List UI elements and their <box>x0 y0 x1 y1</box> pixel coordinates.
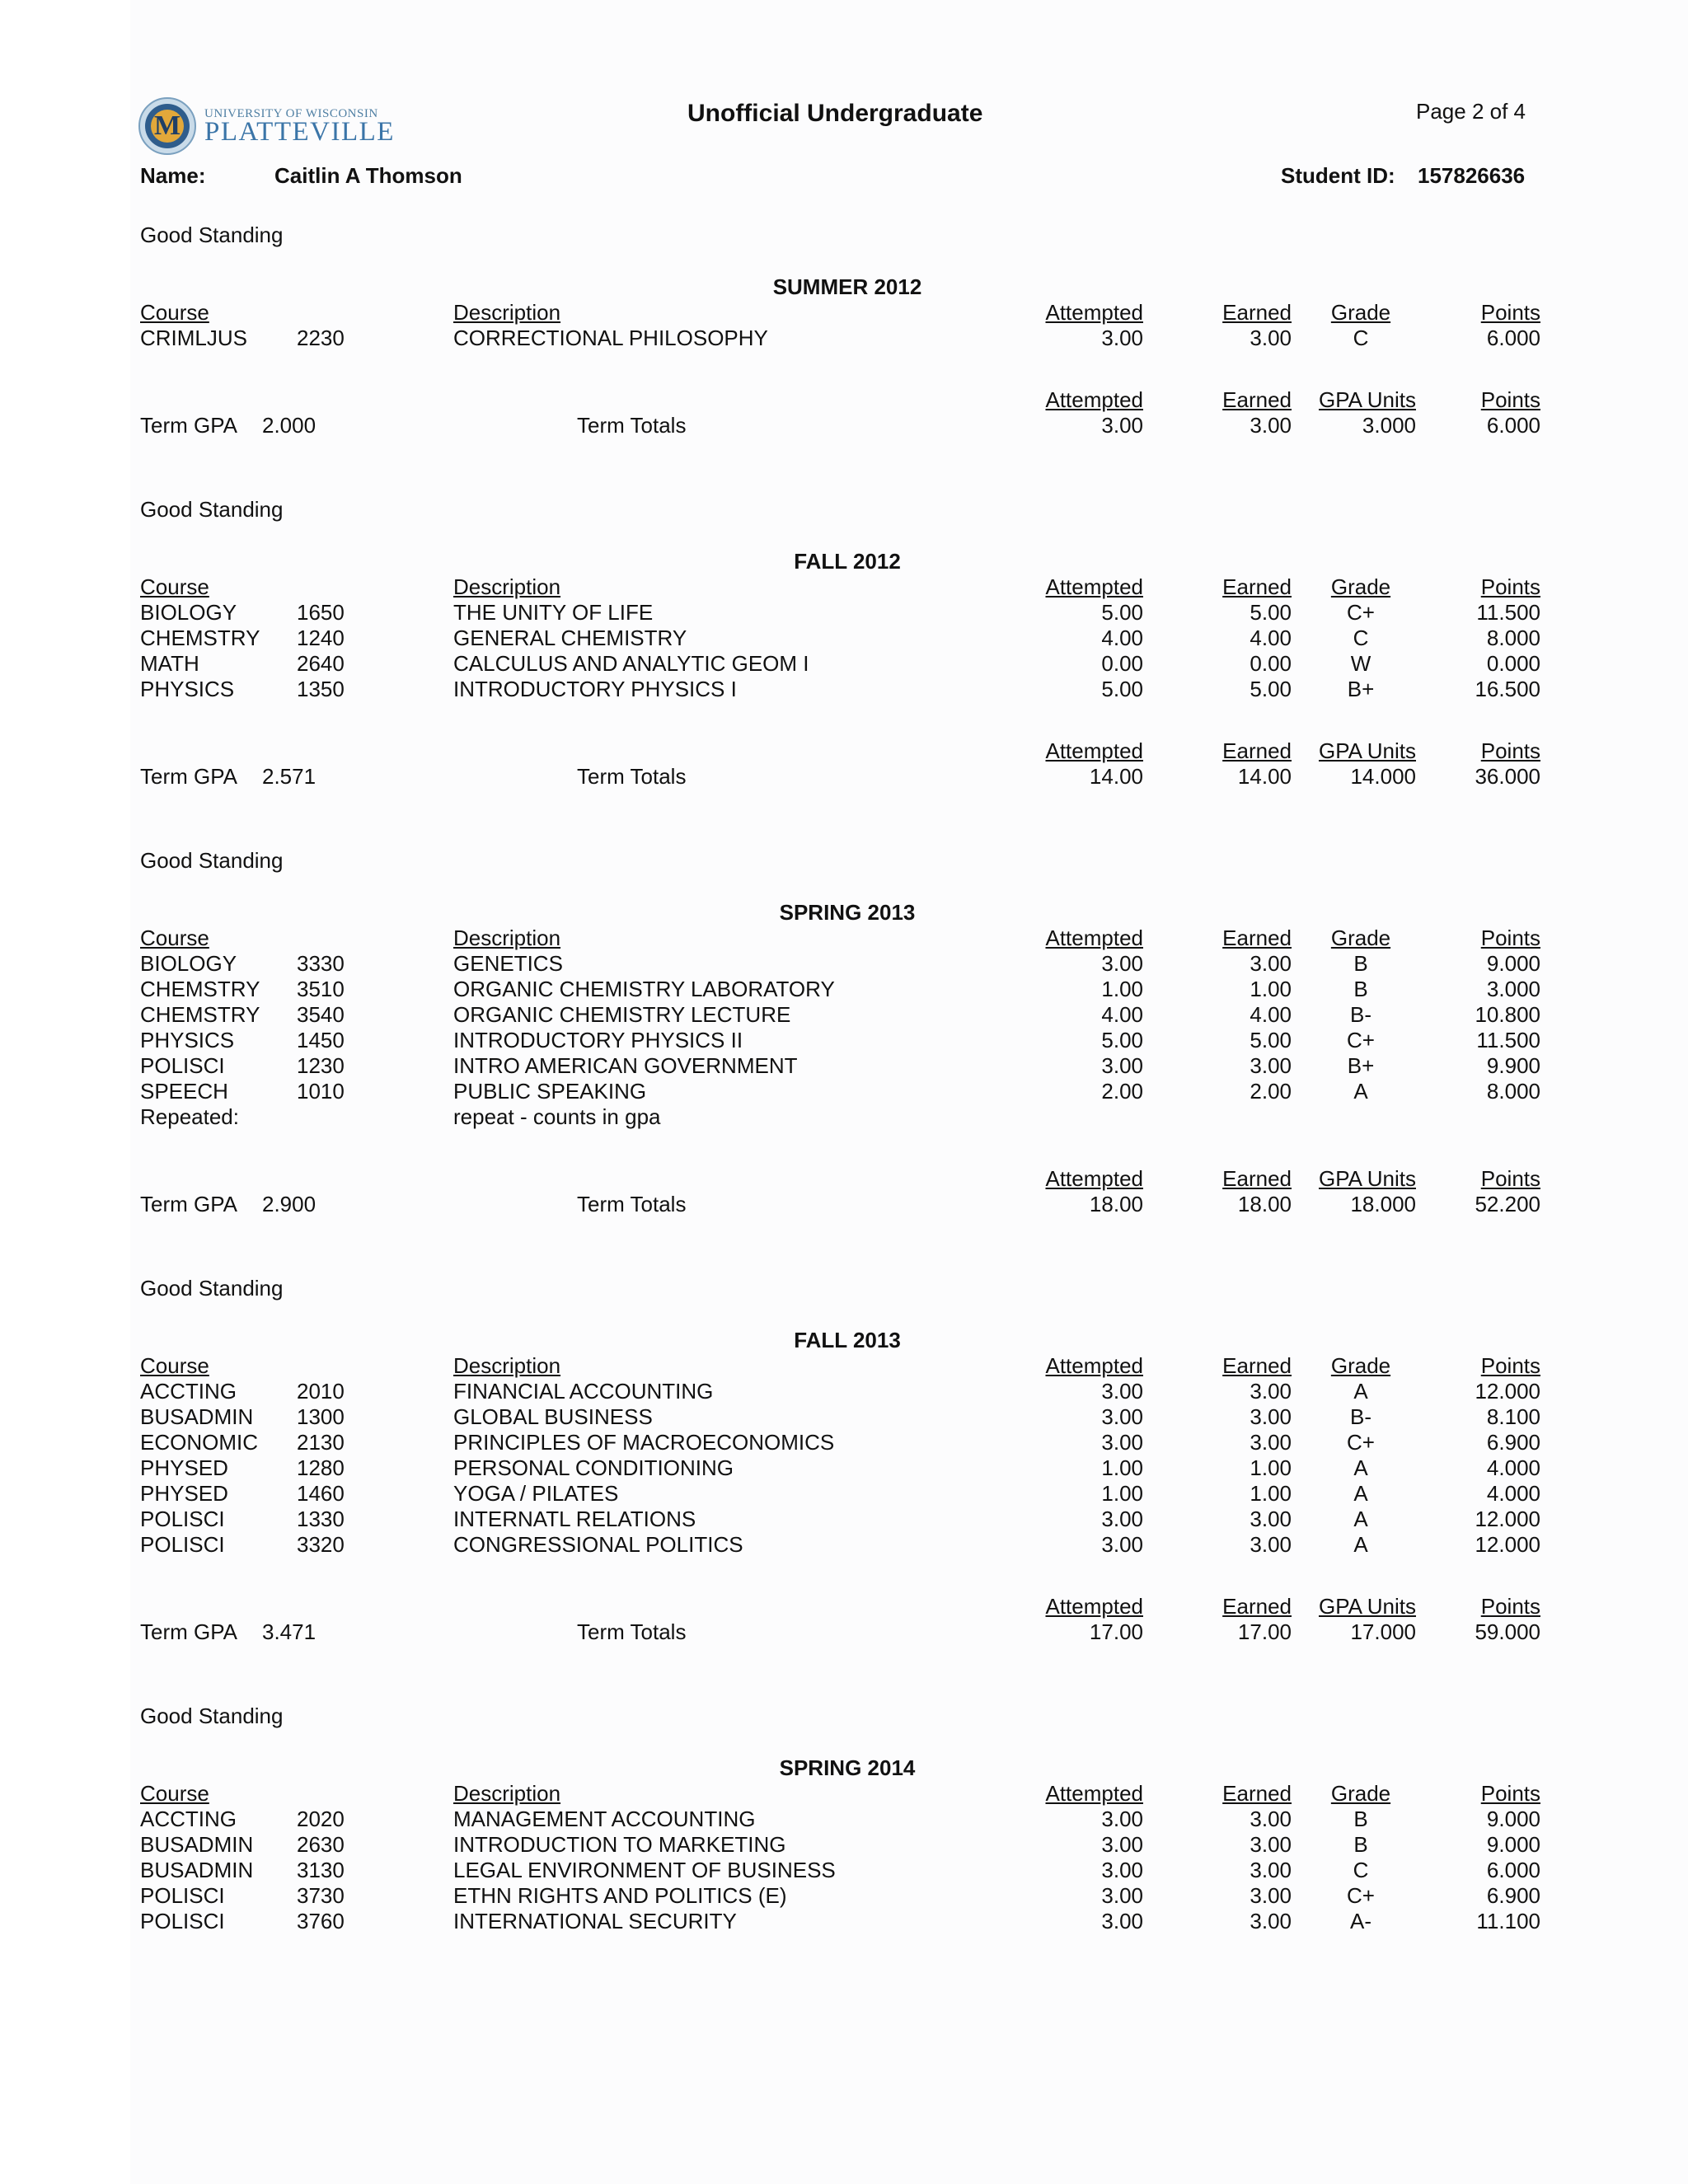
column-header-grade: Grade <box>1330 574 1391 599</box>
course-earned: 3.00 <box>1250 1507 1292 1531</box>
course-points: 12.000 <box>1475 1532 1540 1557</box>
term-gpa-value: 3.471 <box>262 1619 316 1644</box>
course-number: 3510 <box>297 977 345 1001</box>
course-subject: BUSADMIN <box>140 1404 254 1429</box>
course-grade: B <box>1353 977 1368 1001</box>
course-subject: BIOLOGY <box>140 951 237 976</box>
course-attempted: 5.00 <box>1101 600 1143 625</box>
course-number: 1450 <box>297 1028 345 1052</box>
course-description: CORRECTIONAL PHILOSOPHY <box>453 326 768 350</box>
course-earned: 1.00 <box>1250 1481 1292 1506</box>
course-number: 1010 <box>297 1079 345 1104</box>
name-label: Name: <box>140 163 206 188</box>
course-attempted: 3.00 <box>1101 1507 1143 1531</box>
course-points: 12.000 <box>1475 1379 1540 1404</box>
total-gpa-units: 17.000 <box>1350 1619 1416 1644</box>
course-attempted: 3.00 <box>1101 1053 1143 1078</box>
course-grade: B- <box>1350 1002 1372 1027</box>
totals-header-earned: Earned <box>1222 1166 1292 1191</box>
totals-header-attempted: Attempted <box>1045 1594 1143 1619</box>
course-points: 8.000 <box>1486 626 1540 650</box>
course-grade: B <box>1353 951 1368 976</box>
term-gpa-value: 2.571 <box>262 764 316 789</box>
course-attempted: 3.00 <box>1101 1404 1143 1429</box>
course-earned: 2.00 <box>1250 1079 1292 1104</box>
logo-letter: M <box>153 110 181 141</box>
course-earned: 3.00 <box>1250 1807 1292 1831</box>
course-description: ETHN RIGHTS AND POLITICS (E) <box>453 1883 787 1908</box>
course-description: GENERAL CHEMISTRY <box>453 626 687 650</box>
course-attempted: 2.00 <box>1101 1079 1143 1104</box>
term-title: FALL 2012 <box>794 549 901 574</box>
university-logo <box>137 97 395 155</box>
total-points: 6.000 <box>1486 413 1540 438</box>
term-totals-label: Term Totals <box>577 413 687 438</box>
course-points: 10.800 <box>1475 1002 1540 1027</box>
totals-header-earned: Earned <box>1222 387 1292 412</box>
course-attempted: 0.00 <box>1101 651 1143 676</box>
course-attempted: 1.00 <box>1101 977 1143 1001</box>
course-number: 3330 <box>297 951 345 976</box>
term-title: SUMMER 2012 <box>772 274 922 299</box>
course-description: ORGANIC CHEMISTRY LECTURE <box>453 1002 791 1027</box>
totals-header-points: Points <box>1480 387 1540 412</box>
course-description: INTRODUCTORY PHYSICS II <box>453 1028 743 1052</box>
course-number: 2640 <box>297 651 345 676</box>
column-header-course: Course <box>140 1353 209 1378</box>
course-description: ORGANIC CHEMISTRY LABORATORY <box>453 977 835 1001</box>
course-attempted: 4.00 <box>1101 626 1143 650</box>
repeated-note: repeat - counts in gpa <box>453 1104 661 1129</box>
term-gpa-label: Term GPA <box>140 764 237 789</box>
column-header-description: Description <box>453 1353 561 1378</box>
course-description: THE UNITY OF LIFE <box>453 600 654 625</box>
course-grade: B- <box>1350 1404 1372 1429</box>
course-grade: C <box>1353 1858 1369 1882</box>
course-points: 12.000 <box>1475 1507 1540 1531</box>
total-earned: 18.00 <box>1237 1192 1292 1216</box>
total-gpa-units: 18.000 <box>1350 1192 1416 1216</box>
column-header-attempted: Attempted <box>1045 1781 1143 1806</box>
totals-header-points: Points <box>1480 1594 1540 1619</box>
course-points: 6.000 <box>1486 326 1540 350</box>
term-totals-label: Term Totals <box>577 764 687 789</box>
course-description: LEGAL ENVIRONMENT OF BUSINESS <box>453 1858 836 1882</box>
course-attempted: 3.00 <box>1101 1532 1143 1557</box>
course-points: 16.500 <box>1475 677 1540 701</box>
total-points: 36.000 <box>1475 764 1540 789</box>
student-id-label: Student ID: <box>1281 163 1395 188</box>
total-points: 52.200 <box>1475 1192 1540 1216</box>
course-number: 1280 <box>297 1455 345 1480</box>
totals-header-attempted: Attempted <box>1045 387 1143 412</box>
student-name: Caitlin A Thomson <box>274 163 462 188</box>
totals-header-points: Points <box>1480 738 1540 763</box>
column-header-points: Points <box>1480 926 1540 950</box>
document-title: Unofficial Undergraduate <box>687 100 983 127</box>
term-title: SPRING 2013 <box>779 900 916 925</box>
course-number: 3760 <box>297 1909 345 1933</box>
course-earned: 4.00 <box>1250 1002 1292 1027</box>
term-gpa-label: Term GPA <box>140 1192 237 1216</box>
course-points: 11.500 <box>1476 600 1540 625</box>
totals-header-gpa-units: GPA Units <box>1318 1166 1416 1191</box>
column-header-points: Points <box>1480 1781 1540 1806</box>
course-grade: C+ <box>1347 1883 1375 1908</box>
logo-university-text: UNIVERSITY OF WISCONSIN <box>204 107 378 120</box>
total-gpa-units: 3.000 <box>1362 413 1416 438</box>
totals-header-earned: Earned <box>1222 738 1292 763</box>
course-attempted: 5.00 <box>1101 1028 1143 1052</box>
column-header-course: Course <box>140 1781 209 1806</box>
course-number: 3320 <box>297 1532 345 1557</box>
course-attempted: 1.00 <box>1101 1481 1143 1506</box>
course-earned: 3.00 <box>1250 1430 1292 1455</box>
course-subject: CHEMSTRY <box>140 1002 260 1027</box>
course-subject: MATH <box>140 651 199 676</box>
course-number: 3130 <box>297 1858 345 1882</box>
term-gpa-label: Term GPA <box>140 413 237 438</box>
course-attempted: 3.00 <box>1101 1430 1143 1455</box>
term-title: FALL 2013 <box>794 1328 901 1352</box>
course-earned: 3.00 <box>1250 1909 1292 1933</box>
total-points: 59.000 <box>1475 1619 1540 1644</box>
column-header-description: Description <box>453 574 561 599</box>
column-header-grade: Grade <box>1330 926 1391 950</box>
total-attempted: 3.00 <box>1101 413 1143 438</box>
course-attempted: 3.00 <box>1101 951 1143 976</box>
course-subject: PHYSED <box>140 1481 228 1506</box>
course-points: 6.900 <box>1486 1430 1540 1455</box>
column-header-earned: Earned <box>1222 1781 1292 1806</box>
term-gpa-label: Term GPA <box>140 1619 237 1644</box>
column-header-course: Course <box>140 926 209 950</box>
course-points: 0.000 <box>1486 651 1540 676</box>
course-grade: A- <box>1350 1909 1372 1933</box>
course-description: YOGA / PILATES <box>453 1481 619 1506</box>
course-description: INTERNATL RELATIONS <box>453 1507 696 1531</box>
course-points: 6.000 <box>1486 1858 1540 1882</box>
course-subject: BUSADMIN <box>140 1858 254 1882</box>
column-header-points: Points <box>1480 1353 1540 1378</box>
course-attempted: 1.00 <box>1101 1455 1143 1480</box>
student-id: 157826636 <box>1418 163 1526 188</box>
column-header-course: Course <box>140 574 209 599</box>
page-number: Page 2 of 4 <box>1416 99 1526 124</box>
repeated-label: Repeated: <box>140 1104 239 1129</box>
course-points: 9.000 <box>1486 951 1540 976</box>
total-attempted: 18.00 <box>1089 1192 1143 1216</box>
course-earned: 1.00 <box>1250 977 1292 1001</box>
course-number: 1300 <box>297 1404 345 1429</box>
course-grade: C+ <box>1347 1028 1375 1052</box>
course-subject: ACCTING <box>140 1379 237 1404</box>
course-grade: C <box>1353 626 1369 650</box>
course-grade: A <box>1353 1079 1368 1104</box>
total-earned: 14.00 <box>1237 764 1292 789</box>
course-number: 1460 <box>297 1481 345 1506</box>
course-description: INTRODUCTORY PHYSICS I <box>453 677 737 701</box>
course-subject: BIOLOGY <box>140 600 237 625</box>
course-description: INTRODUCTION TO MARKETING <box>453 1832 786 1857</box>
course-earned: 3.00 <box>1250 1379 1292 1404</box>
course-points: 9.000 <box>1486 1807 1540 1831</box>
course-earned: 3.00 <box>1250 1858 1292 1882</box>
course-description: INTRO AMERICAN GOVERNMENT <box>453 1053 798 1078</box>
column-header-attempted: Attempted <box>1045 300 1143 325</box>
column-header-earned: Earned <box>1222 574 1292 599</box>
term-totals-label: Term Totals <box>577 1192 687 1216</box>
total-earned: 17.00 <box>1237 1619 1292 1644</box>
column-header-grade: Grade <box>1330 1353 1391 1378</box>
course-subject: PHYSICS <box>140 677 235 701</box>
course-earned: 0.00 <box>1250 651 1292 676</box>
course-earned: 3.00 <box>1250 1532 1292 1557</box>
course-number: 3730 <box>297 1883 345 1908</box>
totals-header-earned: Earned <box>1222 1594 1292 1619</box>
course-description: CALCULUS AND ANALYTIC GEOM I <box>453 651 809 676</box>
course-grade: B+ <box>1347 677 1375 701</box>
totals-header-gpa-units: GPA Units <box>1318 738 1416 763</box>
course-points: 11.500 <box>1476 1028 1540 1052</box>
course-number: 1650 <box>297 600 345 625</box>
course-grade: A <box>1353 1532 1368 1557</box>
column-header-attempted: Attempted <box>1045 926 1143 950</box>
course-grade: C+ <box>1347 600 1375 625</box>
column-header-course: Course <box>140 300 209 325</box>
course-description: CONGRESSIONAL POLITICS <box>453 1532 743 1557</box>
course-attempted: 3.00 <box>1101 1858 1143 1882</box>
course-number: 1330 <box>297 1507 345 1531</box>
column-header-earned: Earned <box>1222 1353 1292 1378</box>
course-points: 4.000 <box>1486 1481 1540 1506</box>
column-header-grade: Grade <box>1330 300 1391 325</box>
course-subject: PHYSICS <box>140 1028 235 1052</box>
total-attempted: 17.00 <box>1089 1619 1143 1644</box>
totals-header-attempted: Attempted <box>1045 1166 1143 1191</box>
total-gpa-units: 14.000 <box>1350 764 1416 789</box>
course-grade: C+ <box>1347 1430 1375 1455</box>
course-subject: POLISCI <box>140 1909 225 1933</box>
course-grade: A <box>1353 1455 1368 1480</box>
total-earned: 3.00 <box>1250 413 1292 438</box>
course-attempted: 3.00 <box>1101 1379 1143 1404</box>
course-earned: 5.00 <box>1250 1028 1292 1052</box>
course-number: 1240 <box>297 626 345 650</box>
course-points: 6.900 <box>1486 1883 1540 1908</box>
course-points: 9.900 <box>1486 1053 1540 1078</box>
course-earned: 3.00 <box>1250 1832 1292 1857</box>
course-description: PUBLIC SPEAKING <box>453 1079 647 1104</box>
course-subject: SPEECH <box>140 1079 228 1104</box>
course-attempted: 3.00 <box>1101 326 1143 350</box>
totals-header-attempted: Attempted <box>1045 738 1143 763</box>
course-attempted: 3.00 <box>1101 1807 1143 1831</box>
course-earned: 3.00 <box>1250 326 1292 350</box>
course-points: 4.000 <box>1486 1455 1540 1480</box>
course-number: 2630 <box>297 1832 345 1857</box>
course-attempted: 5.00 <box>1101 677 1143 701</box>
transcript-page <box>130 0 1688 2184</box>
course-attempted: 3.00 <box>1101 1883 1143 1908</box>
course-points: 9.000 <box>1486 1832 1540 1857</box>
course-number: 1350 <box>297 677 345 701</box>
course-grade: B+ <box>1347 1053 1375 1078</box>
totals-header-points: Points <box>1480 1166 1540 1191</box>
course-attempted: 3.00 <box>1101 1832 1143 1857</box>
course-number: 2130 <box>297 1430 345 1455</box>
column-header-earned: Earned <box>1222 926 1292 950</box>
standing-status: Good Standing <box>140 848 284 873</box>
course-description: PRINCIPLES OF MACROECONOMICS <box>453 1430 835 1455</box>
course-subject: CRIMLJUS <box>140 326 248 350</box>
course-subject: POLISCI <box>140 1507 225 1531</box>
course-subject: PHYSED <box>140 1455 228 1480</box>
course-grade: A <box>1353 1379 1368 1404</box>
course-number: 2230 <box>297 326 345 350</box>
course-number: 2010 <box>297 1379 345 1404</box>
course-number: 1230 <box>297 1053 345 1078</box>
course-subject: CHEMSTRY <box>140 626 260 650</box>
logo-campus-text: PLATTEVILLE <box>204 117 395 147</box>
course-grade: B <box>1353 1807 1368 1831</box>
term-gpa-value: 2.900 <box>262 1192 316 1216</box>
column-header-description: Description <box>453 1781 561 1806</box>
course-earned: 3.00 <box>1250 1053 1292 1078</box>
course-grade: A <box>1353 1507 1368 1531</box>
course-subject: POLISCI <box>140 1883 225 1908</box>
column-header-points: Points <box>1480 300 1540 325</box>
course-grade: A <box>1353 1481 1368 1506</box>
course-number: 2020 <box>297 1807 345 1831</box>
course-attempted: 4.00 <box>1101 1002 1143 1027</box>
course-description: PERSONAL CONDITIONING <box>453 1455 734 1480</box>
term-totals-label: Term Totals <box>577 1619 687 1644</box>
course-subject: CHEMSTRY <box>140 977 260 1001</box>
course-description: GLOBAL BUSINESS <box>453 1404 653 1429</box>
column-header-description: Description <box>453 300 561 325</box>
standing-status: Good Standing <box>140 223 284 247</box>
course-subject: ECONOMIC <box>140 1430 258 1455</box>
course-grade: B <box>1353 1832 1368 1857</box>
course-subject: BUSADMIN <box>140 1832 254 1857</box>
course-subject: ACCTING <box>140 1807 237 1831</box>
course-attempted: 3.00 <box>1101 1909 1143 1933</box>
course-earned: 3.00 <box>1250 1883 1292 1908</box>
column-header-points: Points <box>1480 574 1540 599</box>
term-gpa-value: 2.000 <box>262 413 316 438</box>
course-earned: 4.00 <box>1250 626 1292 650</box>
column-header-description: Description <box>453 926 561 950</box>
course-earned: 3.00 <box>1250 1404 1292 1429</box>
course-earned: 5.00 <box>1250 600 1292 625</box>
course-subject: POLISCI <box>140 1532 225 1557</box>
course-earned: 3.00 <box>1250 951 1292 976</box>
course-description: FINANCIAL ACCOUNTING <box>453 1379 714 1404</box>
totals-header-gpa-units: GPA Units <box>1318 1594 1416 1619</box>
column-header-grade: Grade <box>1330 1781 1391 1806</box>
course-grade: W <box>1350 651 1372 676</box>
course-points: 3.000 <box>1486 977 1540 1001</box>
course-points: 8.000 <box>1486 1079 1540 1104</box>
course-description: GENETICS <box>453 951 563 976</box>
course-earned: 5.00 <box>1250 677 1292 701</box>
column-header-attempted: Attempted <box>1045 574 1143 599</box>
term-title: SPRING 2014 <box>779 1755 916 1780</box>
column-header-attempted: Attempted <box>1045 1353 1143 1378</box>
course-subject: POLISCI <box>140 1053 225 1078</box>
course-description: INTERNATIONAL SECURITY <box>453 1909 737 1933</box>
column-header-earned: Earned <box>1222 300 1292 325</box>
course-earned: 1.00 <box>1250 1455 1292 1480</box>
standing-status: Good Standing <box>140 497 284 522</box>
course-points: 11.100 <box>1476 1909 1540 1933</box>
course-points: 8.100 <box>1486 1404 1540 1429</box>
standing-status: Good Standing <box>140 1704 284 1728</box>
course-description: MANAGEMENT ACCOUNTING <box>453 1807 756 1831</box>
course-number: 3540 <box>297 1002 345 1027</box>
totals-header-gpa-units: GPA Units <box>1318 387 1416 412</box>
course-grade: C <box>1353 326 1369 350</box>
standing-status: Good Standing <box>140 1276 284 1301</box>
total-attempted: 14.00 <box>1089 764 1143 789</box>
